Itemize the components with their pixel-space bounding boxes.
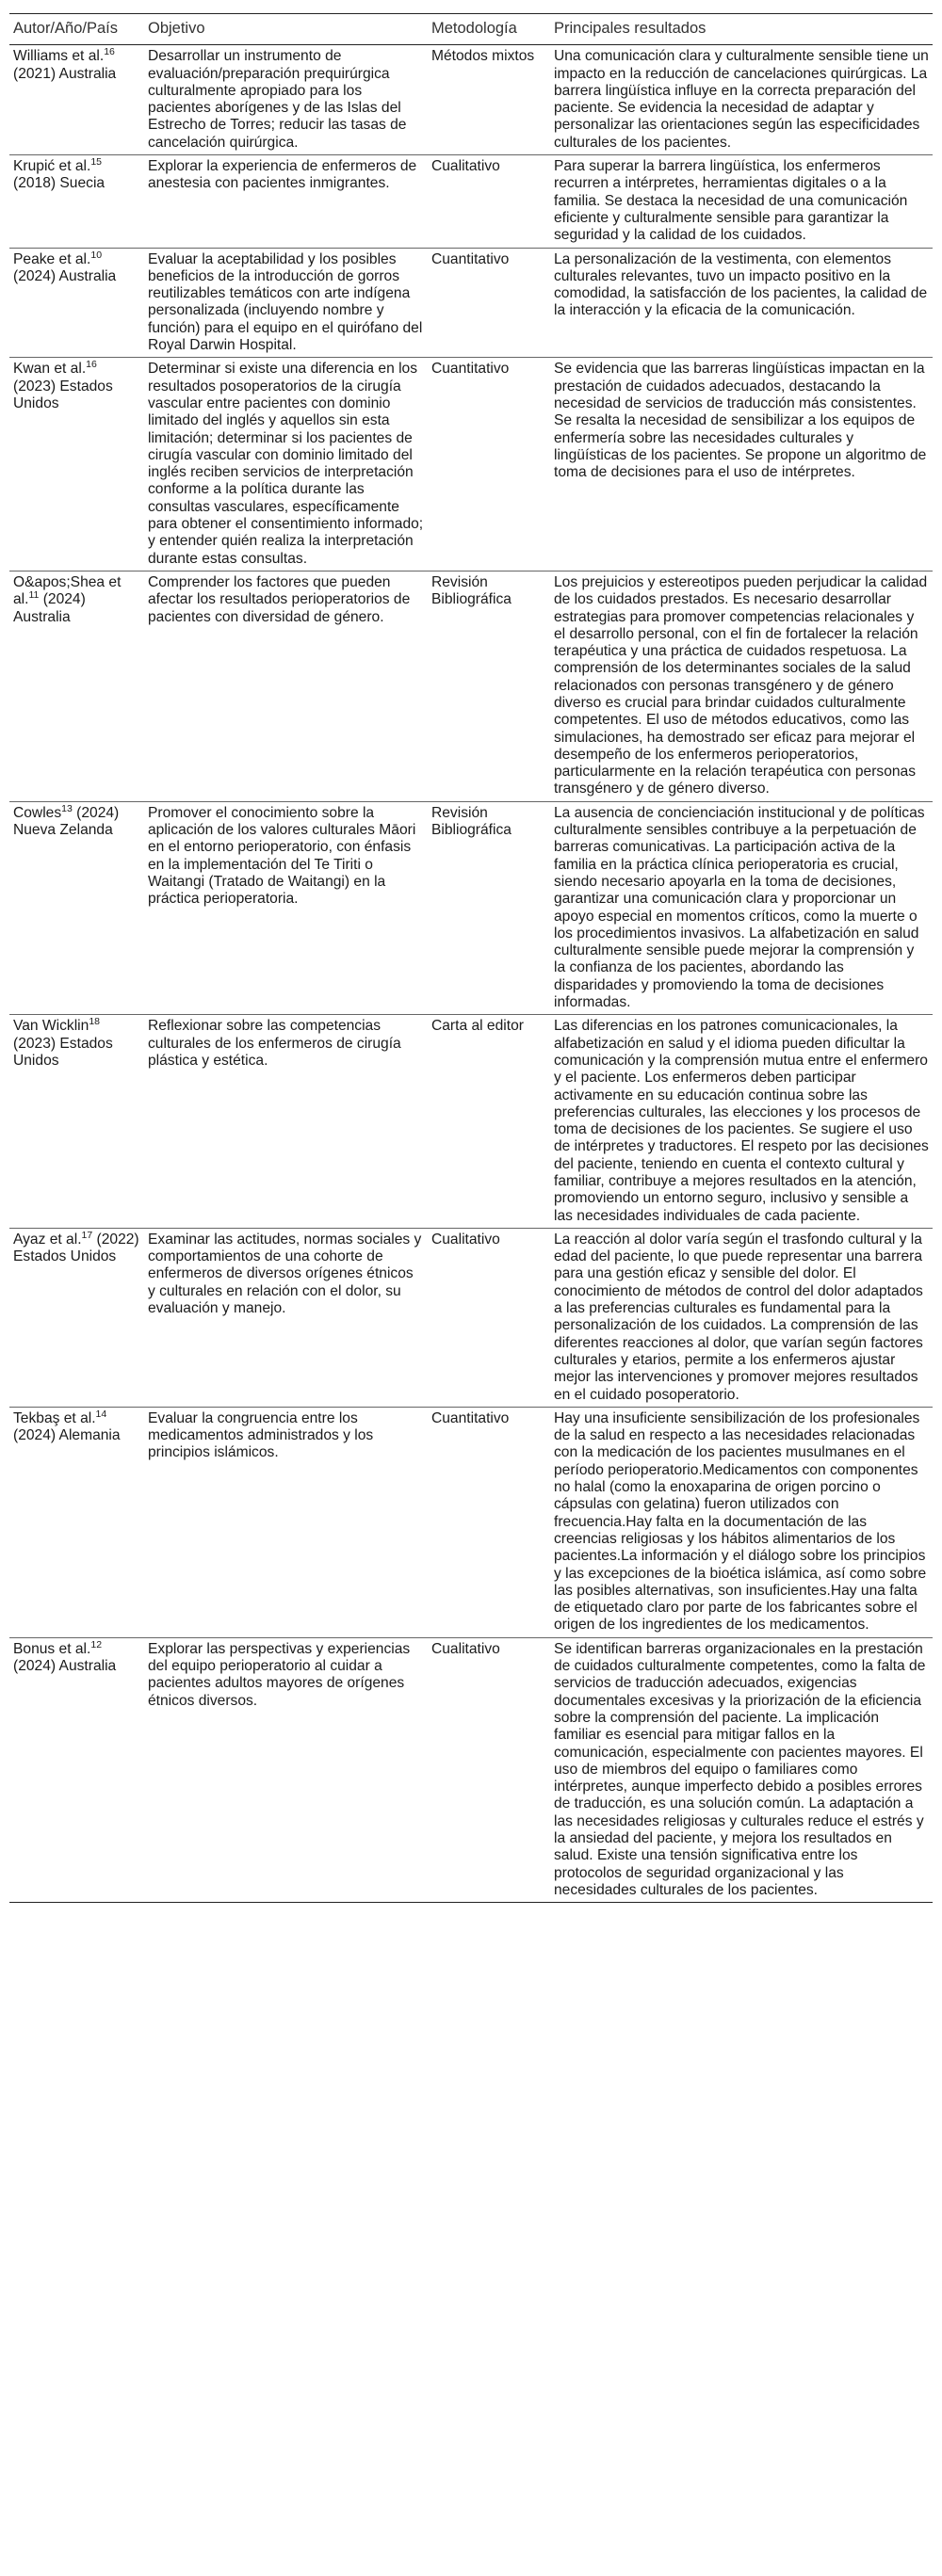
objective-cell: Evaluar la aceptabilidad y los posibles beneficios de la introducción de gorros reutilizables temáticos con arte indígena personalizada (incluyendo nombre y función) para el equipo en el quirófano del Royal Darwin Hospital. bbox=[144, 248, 428, 358]
objective-cell: Comprender los factores que pueden afectar los resultados perioperatorios de pacientes con diversidad de género. bbox=[144, 571, 428, 801]
table-row bbox=[9, 801, 933, 1015]
table-row bbox=[9, 1637, 933, 1902]
header-methodology: Metodología bbox=[428, 14, 550, 45]
method-cell: Cualitativo bbox=[428, 1637, 550, 1902]
table-row bbox=[9, 1407, 933, 1637]
author-cell: Ayaz et al.$^{17}$ (2022) Estados Unidos bbox=[9, 1228, 144, 1407]
results-cell: Una comunicación clara y culturalmente sensible tiene un impacto en la reducción de cancelaciones quirúrgicas. La barrera lingüística influye en la correcta preparación del paciente. Se evidencia la necesidad de adaptar y personalizar las orientaciones según las especificidades culturales de los pacientes. bbox=[550, 45, 933, 155]
author-cell: O&apos;Shea et al.$^{11}$ (2024) Australia bbox=[9, 571, 144, 801]
results-cell: Las diferencias en los patrones comunicacionales, la alfabetización en salud y el idioma pueden dificultar la comunicación y la comprensión mutua entre el enfermero y el paciente. Los enfermeros deben participar activamente en su educación continua sobre las preferencias culturales, las elecciones y los procesos de toma de decisiones de los pacientes. Se sugiere el uso de intérpretes y traductores. El respeto por las decisiones del paciente, teniendo en cuenta el contexto cultural y familiar, contribuye a mejores resultados en la atención, promoviendo un entorno seguro, inclusivo y sensible a las necesidades individuales de cada paciente. bbox=[550, 1015, 933, 1229]
header-author: Autor/Año/País bbox=[9, 14, 144, 45]
table-row bbox=[9, 248, 933, 358]
table-row bbox=[9, 1015, 933, 1229]
objective-cell: Determinar si existe una diferencia en los resultados posoperatorios de la cirugía vascular entre pacientes con dominio limitado del inglés y aquellos sin esta limitación; determinar si los pacientes de cirugía vascular con dominio limitado del inglés reciben servicios de interpretación conforme a la política durante las consultas vasculares, específicamente para obtener el consentimiento informado; y entender quién realiza la interpretación durante estas consultas. bbox=[144, 358, 428, 572]
objective-cell: Desarrollar un instrumento de evaluación/preparación prequirúrgica culturalmente apropiado para los pacientes aborígenes y de las Islas del Estrecho de Torres; reducir las tasas de cancelación quirúrgica. bbox=[144, 45, 428, 155]
header-results: Principales resultados bbox=[550, 14, 933, 45]
table-row bbox=[9, 571, 933, 801]
table-row bbox=[9, 155, 933, 248]
header-objective: Objetivo bbox=[144, 14, 428, 45]
header-row bbox=[9, 14, 933, 45]
author-cell: Van Wicklin$^{18}$ (2023) Estados Unidos bbox=[9, 1015, 144, 1229]
table-row bbox=[9, 1228, 933, 1407]
author-cell: Tekbaş et al.$^{14}$ (2024) Alemania bbox=[9, 1407, 144, 1637]
table-header bbox=[9, 14, 933, 45]
results-cell: La ausencia de concienciación institucional y de políticas culturalmente sensibles contribuye a la perpetuación de barreras comunicativas. La participación activa de la familia en la práctica clínica perioperatoria es crucial, siendo necesario apoyarla en la toma de decisiones, garantizar una comunicación clara y proporcionar un apoyo especial en momentos críticos, como la muerte o los procedimientos invasivos. La alfabetización en salud culturalmente sensible puede mejorar la comprensión y la confianza de los pacientes, abordando las disparidades y promoviendo la toma de decisiones informadas. bbox=[550, 801, 933, 1015]
results-table bbox=[9, 13, 933, 1903]
results-cell: Se evidencia que las barreras lingüísticas impactan en la prestación de cuidados adecuados, destacando la necesidad de servicios de traducción más consistentes. Se resalta la necesidad de sensibilizar a los equipos de enfermería sobre las necesidades culturales y lingüísticas de los pacientes. Se propone un algoritmo de toma de decisiones para el uso de intérpretes. bbox=[550, 358, 933, 572]
author-cell: Krupić et al.$^{15}$ (2018) Suecia bbox=[9, 155, 144, 248]
author-cell: Bonus et al.$^{12}$ (2024) Australia bbox=[9, 1637, 144, 1902]
results-cell: Para superar la barrera lingüística, los enfermeros recurren a intérpretes, herramientas digitales o a la familia. Se destaca la necesidad de una comunicación eficiente y culturalmente sensible para garantizar la seguridad y la calidad de los cuidados. bbox=[550, 155, 933, 248]
method-cell: Cuantitativo bbox=[428, 1407, 550, 1637]
author-cell: Cowles$^{13}$ (2024) Nueva Zelanda bbox=[9, 801, 144, 1015]
table-row bbox=[9, 45, 933, 155]
results-cell: La personalización de la vestimenta, con elementos culturales relevantes, tuvo un impacto positivo en la comodidad, la satisfacción de los pacientes, la calidad de la interacción y la eficacia de la comunicación. bbox=[550, 248, 933, 358]
method-cell: Cualitativo bbox=[428, 155, 550, 248]
results-cell: Los prejuicios y estereotipos pueden perjudicar la calidad de los cuidados prestados. Es necesario desarrollar estrategias para promover competencias relacionales y el desarrollo personal, con el fin de fortalecer la relación terapéutica y una práctica de cuidados respetuosa. La comprensión de los determinantes sociales de la salud relacionados con personas transgénero y de género diverso es crucial para brindar cuidados culturalmente competentes. El uso de métodos educativos, como las simulaciones, ha demostrado ser eficaz para mejorar el desempeño de los enfermeros perioperatorios, particularmente en la relación terapéutica con personas transgénero y de género diverso. bbox=[550, 571, 933, 801]
objective-cell: Examinar las actitudes, normas sociales y comportamientos de una cohorte de enfermeros de diversos orígenes étnicos y culturales en relación con el dolor, su evaluación y manejo. bbox=[144, 1228, 428, 1407]
author-cell: Williams et al.$^{16}$ (2021) Australia bbox=[9, 45, 144, 155]
objective-cell: Promover el conocimiento sobre la aplicación de los valores culturales Māori en el entorno perioperatorio, con énfasis en la implementación del Te Tiriti o Waitangi (Tratado de Waitangi) en la práctica perioperatoria. bbox=[144, 801, 428, 1015]
results-cell: Se identifican barreras organizacionales en la prestación de cuidados culturalmente competentes, como la falta de servicios de traducción adecuados, exigencias documentales excesivas y la priorización de la eficiencia sobre la comprensión del paciente. La implicación familiar es esencial para mitigar fallos en la comunicación, especialmente con pacientes mayores. El uso de miembros del equipo o familiares como intérpretes, aunque imperfecto debido a posibles errores de traducción, es una solución común. La adaptación a las necesidades religiosas y culturales reduce el estrés y la ansiedad del paciente, y mejora los resultados en salud. Existe una tensión significativa entre los protocolos de seguridad organizacional y las necesidades culturales de los pacientes. bbox=[550, 1637, 933, 1902]
author-cell: Kwan et al.$^{16}$ (2023) Estados Unidos bbox=[9, 358, 144, 572]
table-row bbox=[9, 358, 933, 572]
results-cell: Hay una insuficiente sensibilización de los profesionales de la salud en respecto a las necesidades relacionadas con la medicación de los pacientes musulmanes en el período perioperatorio.Medicamentos con componentes no halal (como la enoxaparina de origen porcino o cápsulas con gelatina) fueron utilizados con frecuencia.Hay falta en la documentación de las creencias religiosas y los hábitos alimentarios de los pacientes.La información y el diálogo sobre los principios y las excepciones de la bioética islámica, así como sobre las posibles alternativas, son insuficientes.Hay una falta de etiquetado claro por parte de los fabricantes sobre el origen de los ingredientes de los medicamentos. bbox=[550, 1407, 933, 1637]
method-cell: Cuantitativo bbox=[428, 358, 550, 572]
table-body bbox=[9, 45, 933, 1903]
objective-cell: Explorar las perspectivas y experiencias del equipo perioperatorio al cuidar a pacientes adultos mayores de orígenes étnicos diversos. bbox=[144, 1637, 428, 1902]
method-cell: Revisión Bibliográfica bbox=[428, 801, 550, 1015]
method-cell: Cualitativo bbox=[428, 1228, 550, 1407]
author-cell: Peake et al.$^{10}$ (2024) Australia bbox=[9, 248, 144, 358]
method-cell: Cuantitativo bbox=[428, 248, 550, 358]
results-cell: La reacción al dolor varía según el trasfondo cultural y la edad del paciente, lo que puede representar una barrera para una gestión eficaz y sensible del dolor. El conocimiento de métodos de control del dolor adaptados a las preferencias culturales es fundamental para la personalización de los cuidados. La comprensión de las diferentes reacciones al dolor, que varían según factores culturales y etarios, permite a los enfermeros ajustar mejor las intervenciones y promover mejores resultados en el cuidado posoperatorio. bbox=[550, 1228, 933, 1407]
objective-cell: Evaluar la congruencia entre los medicamentos administrados y los principios islámicos. bbox=[144, 1407, 428, 1637]
objective-cell: Explorar la experiencia de enfermeros de anestesia con pacientes inmigrantes. bbox=[144, 155, 428, 248]
objective-cell: Reflexionar sobre las competencias culturales de los enfermeros de cirugía plástica y estética. bbox=[144, 1015, 428, 1229]
method-cell: Revisión Bibliográfica bbox=[428, 571, 550, 801]
method-cell: Carta al editor bbox=[428, 1015, 550, 1229]
method-cell: Métodos mixtos bbox=[428, 45, 550, 155]
